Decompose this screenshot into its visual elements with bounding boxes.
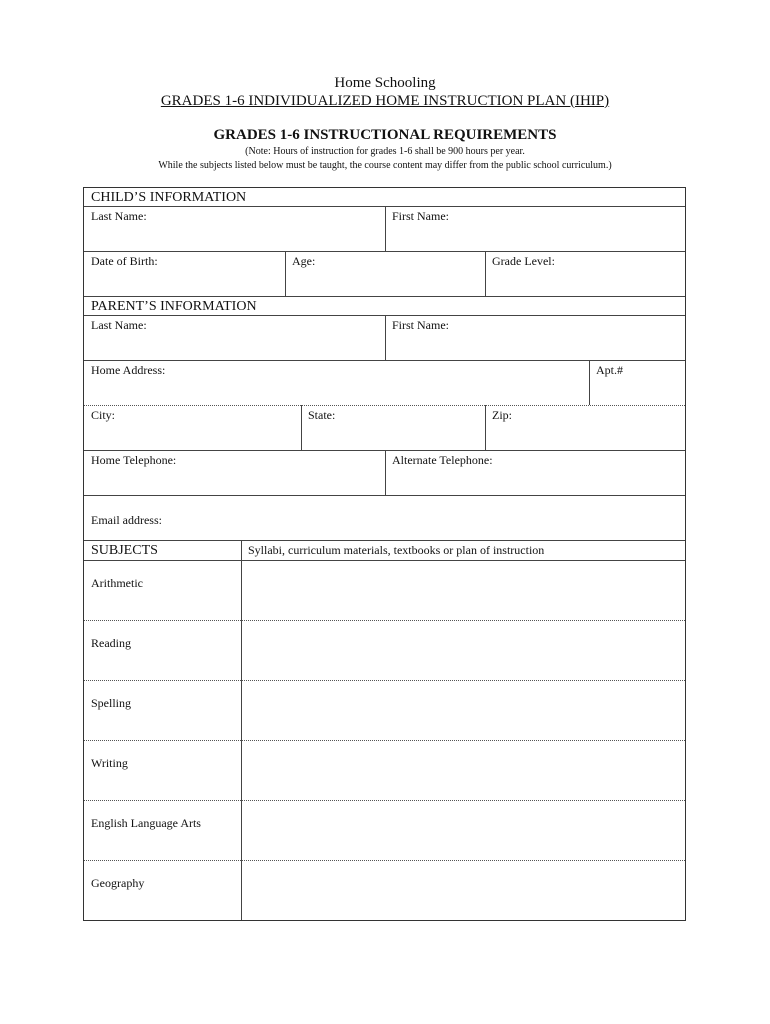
subject-geography-label: Geography [91, 876, 145, 890]
divider [301, 405, 302, 450]
child-grade-level-label: Grade Level: [492, 254, 555, 268]
divider [84, 740, 685, 741]
divider [84, 405, 685, 406]
syllabi-column-header: Syllabi, curriculum materials, textbooks or plan of instruction [248, 543, 545, 557]
child-last-name-label: Last Name: [91, 209, 147, 223]
home-address-label: Home Address: [91, 363, 166, 377]
divider [385, 450, 386, 495]
form-header [0, 74, 770, 172]
divider [84, 540, 685, 541]
child-first-name-label: First Name: [392, 209, 449, 223]
parents-information-heading: PARENT’S INFORMATION [91, 299, 257, 314]
ihip-form [83, 187, 686, 921]
divider [84, 560, 685, 561]
divider [84, 296, 685, 297]
divider [84, 360, 685, 361]
home-telephone-label: Home Telephone: [91, 453, 177, 467]
divider [385, 206, 386, 251]
divider [84, 800, 685, 801]
divider [589, 360, 590, 405]
divider [285, 251, 286, 296]
divider [241, 540, 242, 920]
child-age-label: Age: [292, 254, 316, 268]
subject-spelling-label: Spelling [91, 696, 132, 710]
subject-writing-label: Writing [91, 756, 128, 770]
childs-information-heading: CHILD’S INFORMATION [91, 190, 247, 205]
divider [84, 495, 685, 496]
note-line-1: (Note: Hours of instruction for grades 1-6 shall be 900 hours per year. [245, 146, 525, 157]
child-dob-label: Date of Birth: [91, 254, 158, 268]
state-label: State: [308, 408, 336, 422]
divider [385, 315, 386, 360]
document-title: Home Schooling [334, 75, 436, 91]
divider [84, 680, 685, 681]
requirements-title: GRADES 1-6 INSTRUCTIONAL REQUIREMENTS [213, 127, 557, 143]
divider [84, 860, 685, 861]
zip-label: Zip: [492, 408, 512, 422]
plan-title: GRADES 1-6 INDIVIDUALIZED HOME INSTRUCTION PLAN (IHIP) [160, 93, 610, 109]
divider [84, 251, 685, 252]
subjects-heading: SUBJECTS [91, 543, 158, 558]
apt-label: Apt.# [596, 363, 623, 377]
divider [84, 620, 685, 621]
divider [485, 405, 486, 450]
subject-arithmetic-label: Arithmetic [91, 576, 143, 590]
note-line-2: While the subjects listed below must be taught, the course content may differ from the public school curriculum.) [158, 160, 612, 171]
alternate-telephone-label: Alternate Telephone: [392, 453, 493, 467]
city-label: City: [91, 408, 116, 422]
divider [485, 251, 486, 296]
parent-last-name-label: Last Name: [91, 318, 147, 332]
parent-first-name-label: First Name: [392, 318, 449, 332]
email-address-label: Email address: [91, 513, 162, 527]
subject-reading-label: Reading [91, 636, 131, 650]
subject-english-language-arts-label: English Language Arts [91, 816, 201, 830]
